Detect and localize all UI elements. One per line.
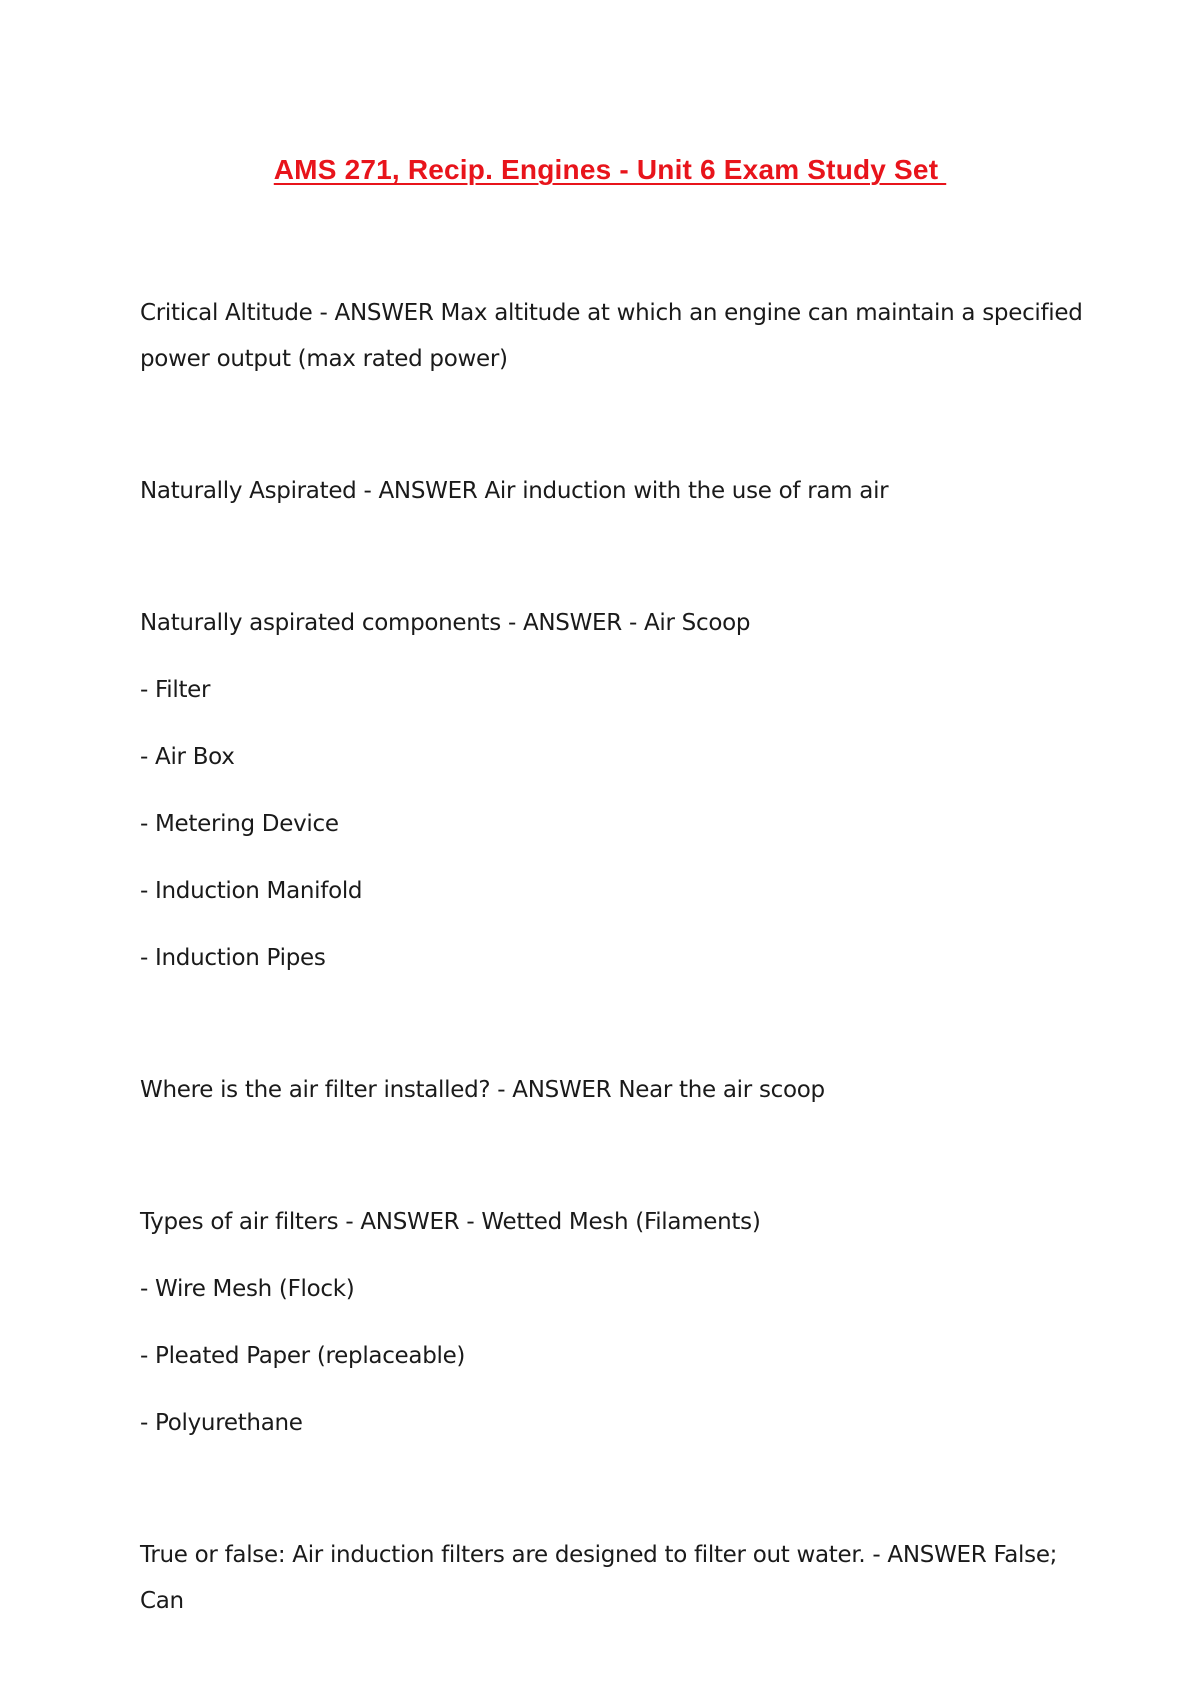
spacer [140,1113,1090,1199]
list-item: - Polyurethane [140,1410,303,1436]
qa-entry-critical-altitude [140,290,1090,382]
qa-entry-types-of-air-filters [140,1199,1090,1446]
qa-entry-filter-water [140,1532,1090,1624]
spacer [140,1446,1090,1532]
qa-line: Where is the air filter installed? - ANSWER Near the air scoop [140,1077,825,1103]
qa-line: Naturally Aspirated - ANSWER Air induction with the use of ram air [140,478,889,504]
document-title: AMS 271, Recip. Engines - Unit 6 Exam Study Set [273,154,947,185]
qa-line: power output (max rated power) [140,346,508,372]
spacer [140,514,1090,600]
qa-entry-naturally-aspirated [140,468,1090,514]
list-item: - Filter [140,677,211,703]
list-item: - Metering Device [140,811,339,837]
document-body [140,290,1090,1624]
spacer [140,981,1090,1067]
list-item: - Air Box [140,744,235,770]
qa-entry-air-filter-location [140,1067,1090,1113]
qa-entry-naturally-aspirated-components [140,600,1090,981]
qa-line: Critical Altitude - ANSWER Max altitude at which an engine can maintain a specified [140,300,1083,326]
list-item: - Induction Manifold [140,878,363,904]
qa-line: Naturally aspirated components - ANSWER - Air Scoop [140,610,751,636]
list-item: - Wire Mesh (Flock) [140,1276,355,1302]
qa-line: True or false: Air induction filters are designed to filter out water. - ANSWER False; Can [140,1542,1058,1614]
list-item: - Pleated Paper (replaceable) [140,1343,466,1369]
spacer [140,382,1090,468]
list-item: - Induction Pipes [140,945,326,971]
qa-line: Types of air filters - ANSWER - Wetted Mesh (Filaments) [140,1209,761,1235]
